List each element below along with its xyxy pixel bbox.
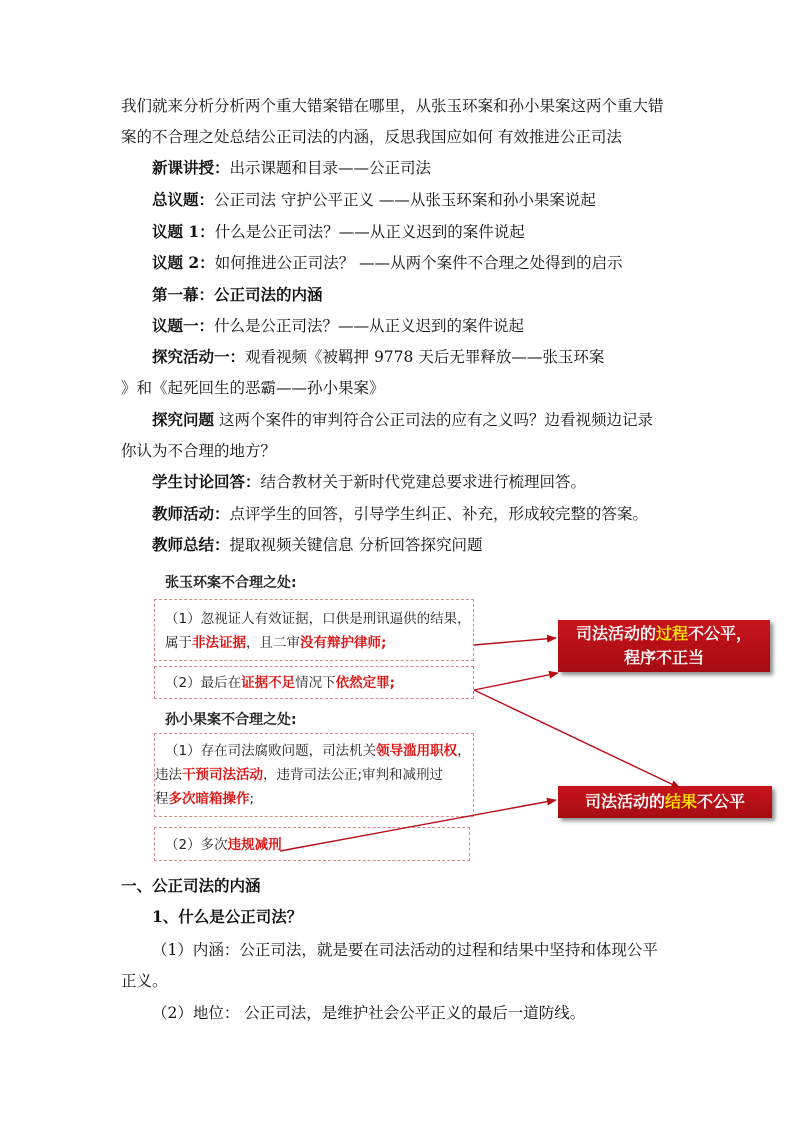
meaning-text-1: 公正司法，就是要在司法活动的过程和结果中坚持和体现公平 (239, 941, 658, 959)
position-label: （2）地位： (152, 1004, 240, 1022)
z1-pre: 属于 (165, 635, 192, 651)
s1-pre: （1）存在司法腐败问题，司法机关 (165, 743, 377, 759)
act1-heading: 第一幕：公正司法的内涵 (152, 285, 323, 304)
process-unfair-line-2: 程序不正当 (623, 648, 704, 667)
teacher-summary-text: 提取视频关键信息 分析回答探究问题 (229, 536, 483, 554)
z2-pre: （2）最后在 (165, 675, 242, 691)
meaning-line-1 (152, 940, 658, 960)
general-topic-label: 总议题： (152, 190, 215, 209)
topic2-text: 如何推进公正司法？ ——从两个案件不合理之处得到的启示 (214, 254, 623, 272)
section-1-title: 一、公正司法的内涵 (121, 876, 261, 895)
s1b-post: ，违背司法公正;审判和减刑过 (263, 767, 444, 783)
z2-still-convicted: 依然定罪; (335, 675, 395, 691)
arrow-z1-to-process (474, 638, 556, 645)
new-lesson-label: 新课讲授： (152, 158, 230, 177)
s1b-interfere: 干预司法活动 (182, 767, 263, 783)
meaning-label: （1）内涵： (152, 941, 240, 959)
s1c-black-box: 多次暗箱操作 (168, 791, 250, 807)
student-text: 结合教材关于新时代党建总要求进行梳理回答。 (260, 473, 587, 491)
s2-pre: （2）多次 (165, 837, 228, 853)
topic1-text: 什么是公正司法？——从正义迟到的案件说起 (214, 223, 525, 241)
explore-line-2: 》和《起死回生的恶霸——孙小果案》 (121, 379, 385, 397)
box2-result: 结果 (664, 792, 697, 811)
position-line (152, 1003, 585, 1023)
zhang-title: 张玉环案不合理之处: (165, 575, 297, 591)
z1-mid: ，且二审 (246, 635, 300, 651)
question-label: 探究问题 (152, 410, 215, 429)
general-topic-text: 公正司法 守护公平正义 ——从张玉环案和孙小果案说起 (214, 191, 596, 209)
s1c-pre: 程 (155, 791, 169, 807)
arrow-s2-to-result (280, 800, 556, 851)
s1b-pre: 违法 (155, 767, 182, 783)
new-lesson-text: 出示课题和目录——公正司法 (229, 159, 432, 177)
topic1-label: 议题 1： (152, 222, 215, 241)
issue1-label: 议题一： (152, 316, 215, 335)
z2-mid: 情况下 (295, 675, 336, 691)
s2-illegal-reduction: 违规减刑 (227, 837, 282, 853)
arrow-z2-to-result (474, 690, 680, 788)
z2-insufficient-evidence: 证据不足 (241, 675, 296, 691)
topic2-label: 议题 2： (152, 253, 215, 272)
arrow-z2-to-process (474, 673, 558, 690)
box1-process: 过程 (655, 624, 688, 643)
position-text: 公正司法，是维护社会公平正义的最后一道防线。 (239, 1004, 586, 1022)
explore-text-1: 观看视频《被羁押 9778 天后无罪释放——张玉环案 (245, 348, 605, 366)
sub-1-title: 1、什么是公正司法？ (152, 907, 303, 926)
explore-label: 探究活动一： (152, 347, 246, 366)
box2-pre: 司法活动的 (584, 792, 665, 811)
box1-pre: 司法活动的 (575, 624, 656, 643)
box1-post: 不公平， (688, 624, 753, 643)
question-line-2: 你认为不合理的地方？ (121, 442, 277, 460)
meaning-line-2: 正义。 (121, 972, 168, 990)
issue1-text: 什么是公正司法？——从正义迟到的案件说起 (214, 317, 525, 335)
z1-illegal-evidence: 非法证据 (192, 635, 246, 651)
student-label: 学生讨论回答： (152, 472, 261, 491)
zhang-item-1-line-1: （1）忽视证人有效证据，口供是刑讯逼供的结果， (165, 611, 471, 627)
teacher-activity-text: 点评学生的回答，引导学生纠正、补充，形成较完整的答案。 (229, 505, 649, 523)
s1c-post: ; (249, 791, 255, 807)
z1-no-lawyer: 没有辩护律师; (300, 635, 387, 651)
intro-line-1: 我们就来分析分析两个重大错案错在哪里，从张玉环案和孙小果案这两个重大错 (121, 97, 664, 115)
intro-line-2: 案的不合理之处总结公正司法的内涵，反思我国应如何 有效推进公正司法 (121, 128, 622, 146)
box2-post: 不公平 (697, 792, 746, 811)
teacher-summary-label: 教师总结： (152, 535, 230, 554)
s1-end: ， (457, 743, 471, 759)
s1-abuse-of-power: 领导滥用职权 (376, 743, 458, 759)
question-text-1: 这两个案件的审判符合公正司法的应有之义吗？边看视频边记录 (214, 411, 653, 429)
sun-title: 孙小果案不合理之处: (165, 712, 297, 728)
teacher-activity-label: 教师活动： (152, 504, 230, 523)
